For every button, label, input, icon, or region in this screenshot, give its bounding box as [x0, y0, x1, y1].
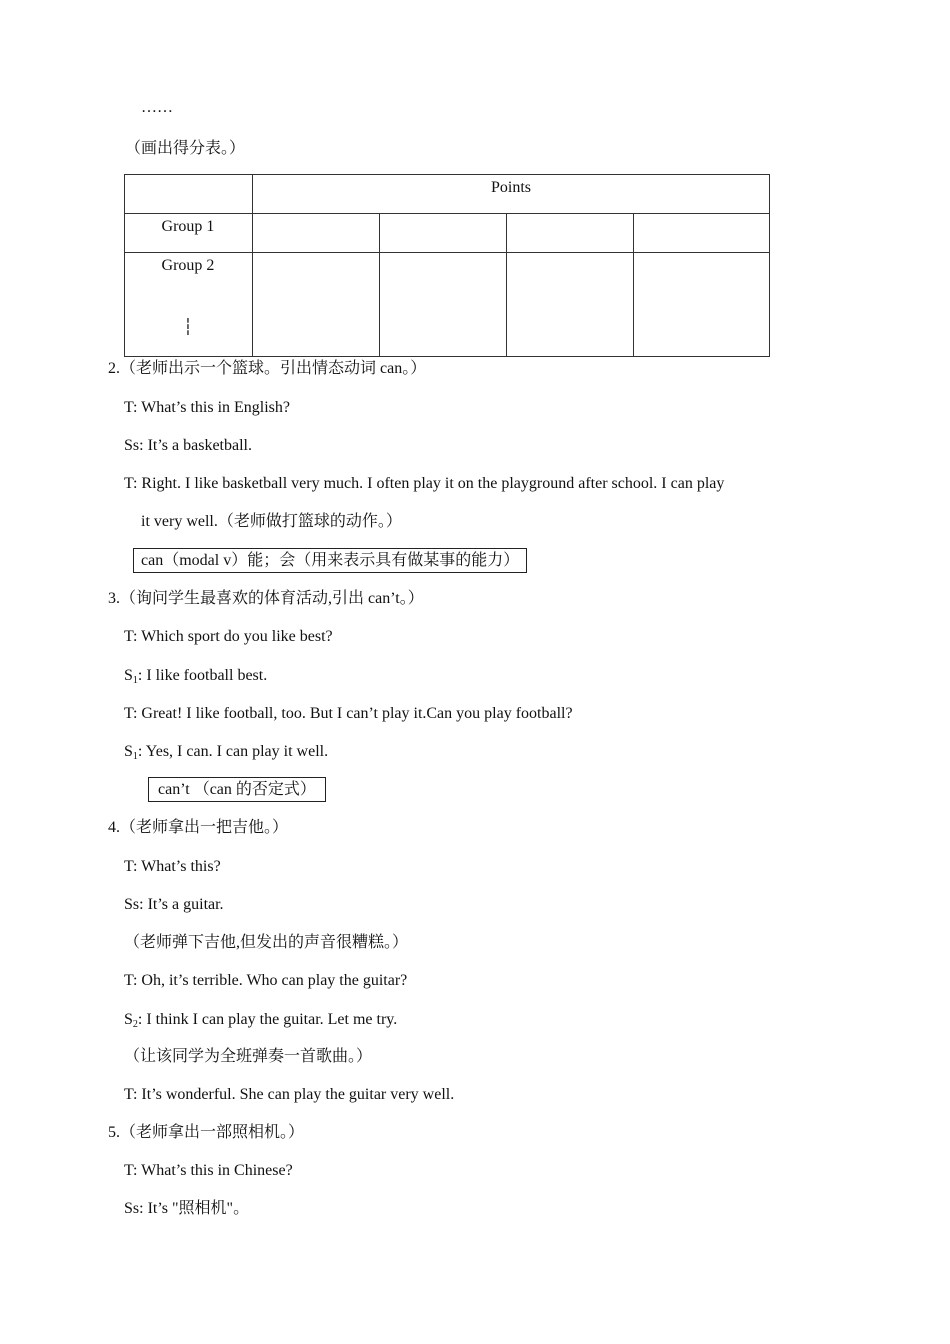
speaker-s: S	[124, 667, 133, 684]
section2-line: it very well.（老师做打篮球的动作。）	[141, 513, 402, 530]
section4-line: Ss: It’s a guitar.	[124, 896, 224, 913]
section4-heading: 4.（老师拿出一把吉他。）	[108, 819, 289, 836]
section3-line: T: Great! I like football, too. But I can’t play it.Can you play football?	[124, 705, 573, 722]
speaker-s: S	[124, 743, 133, 760]
table-header-points: Points	[490, 179, 531, 196]
section2-line: T: Right. I like basketball very much. I often play it on the playground after school. I can play	[124, 475, 725, 492]
speaker-subscript: 2	[132, 1019, 138, 1030]
section4-line: T: What’s this?	[124, 858, 221, 875]
speaker-text: : Yes, I can. I can play it well.	[137, 743, 329, 760]
speaker-text: : I like football best.	[137, 667, 268, 684]
section5-heading: 5.（老师拿出一部照相机。）	[108, 1124, 305, 1141]
speaker-text: : I think I can play the guitar. Let me try.	[137, 1011, 398, 1028]
ellipsis: ……	[141, 99, 173, 116]
section5-line: Ss: It’s "照相机"。	[124, 1200, 250, 1217]
section3-line: T: Which sport do you like best?	[124, 628, 333, 645]
section3-line	[124, 744, 328, 760]
speaker-s: S	[124, 1011, 133, 1028]
section2-line: Ss: It’s a basketball.	[124, 437, 252, 454]
section4-line: T: It’s wonderful. She can play the guitar very well.	[124, 1086, 455, 1103]
table-note: （画出得分表。）	[125, 140, 246, 157]
can-definition-box: can（modal v）能；会（用来表示具有做某事的能力）	[133, 548, 527, 573]
table-vertical-ellipsis: ┆	[183, 319, 193, 336]
section2-heading: 2.（老师出示一个篮球。引出情态动词 can。）	[108, 360, 427, 377]
speaker-subscript: 1	[132, 675, 138, 686]
section3-heading: 3.（询问学生最喜欢的体育活动,引出 can’t。）	[108, 590, 424, 607]
score-table	[124, 174, 770, 357]
section2-line: T: What’s this in English?	[124, 399, 291, 416]
cant-definition-box: can’t （can 的否定式）	[148, 777, 326, 802]
section4-line	[124, 1012, 397, 1028]
speaker-subscript: 1	[132, 751, 138, 762]
section3-line	[124, 668, 267, 684]
table-row-label-group1: Group 1	[161, 218, 215, 235]
section4-line: （让该同学为全班弹奏一首歌曲。）	[124, 1048, 373, 1065]
section5-line: T: What’s this in Chinese?	[124, 1162, 293, 1179]
section4-line: T: Oh, it’s terrible. Who can play the guitar?	[124, 972, 408, 989]
section4-line: （老师弹下吉他,但发出的声音很糟糕。）	[124, 934, 409, 951]
table-row-label-group2: Group 2	[161, 257, 215, 274]
